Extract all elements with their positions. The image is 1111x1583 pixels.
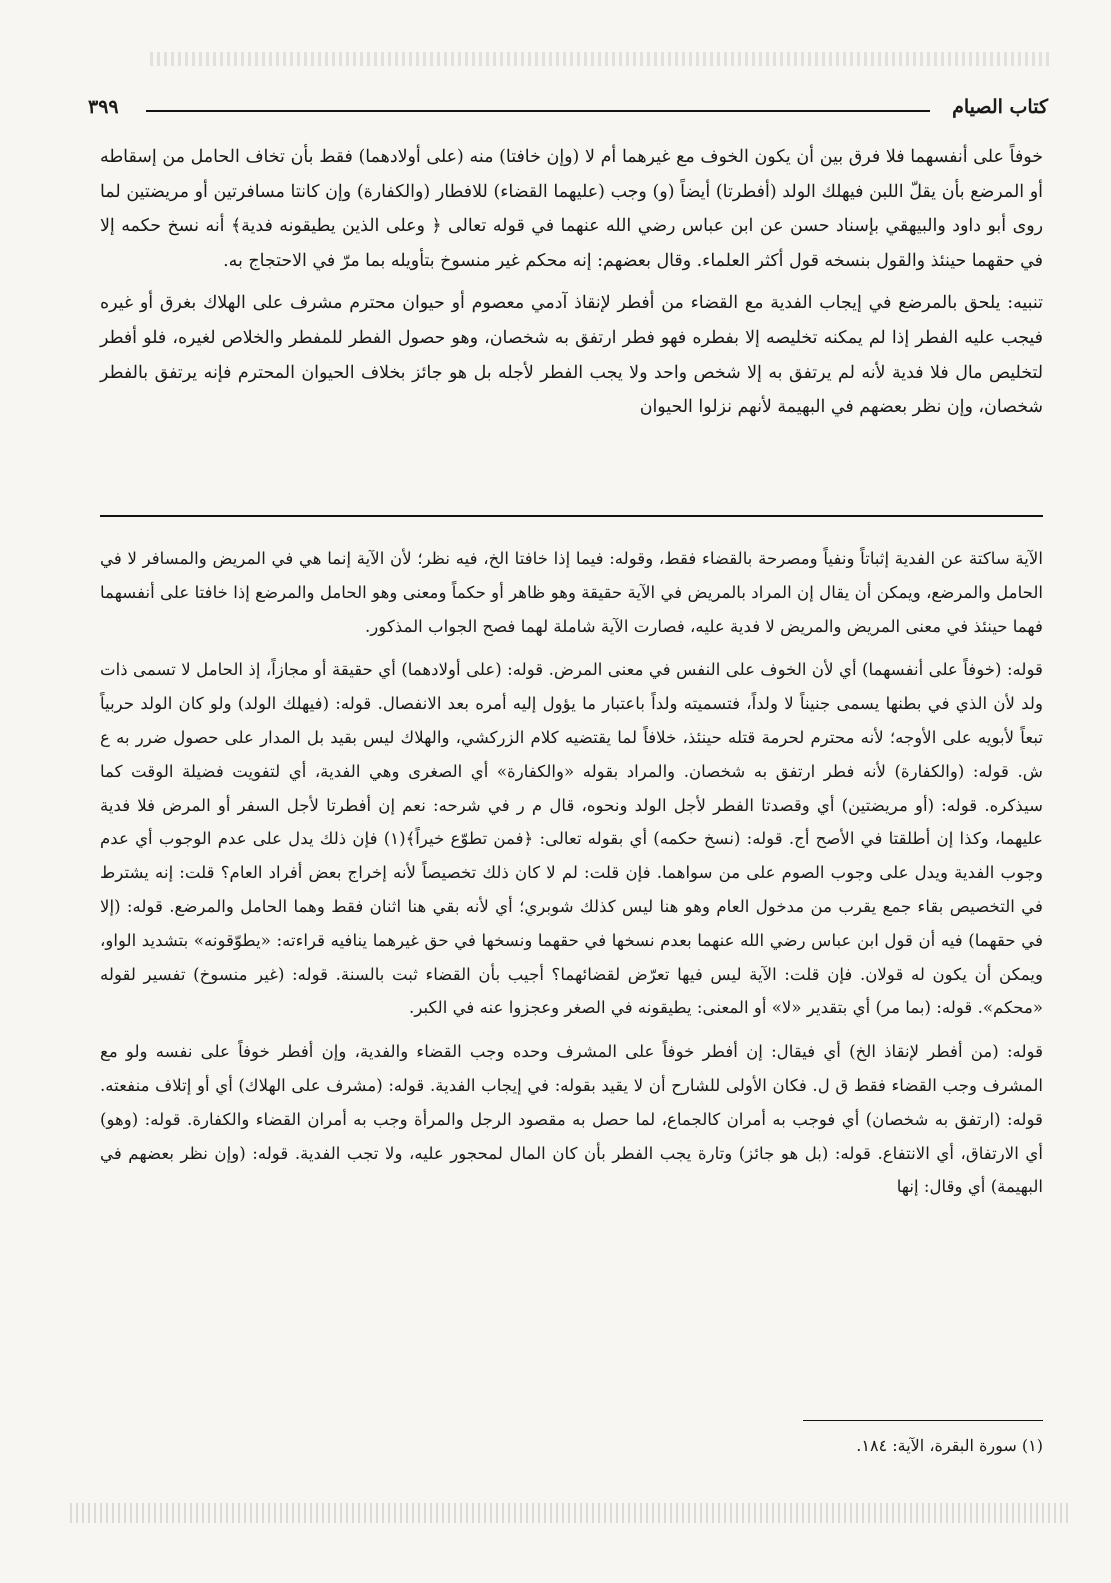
commentary-text — [100, 542, 1043, 1204]
commentary-paragraph: قوله: (خوفاً على أنفسهما) أي لأن الخوف على النفس في معنى المرض. قوله: (على أولادهما) أي حقيقة أو مجازاً، إذ الحامل لا تسمى ذات ولد لأن الذي في بطنها يسمى جنيناً لا ولداً، فتسميته ولداً باعتبار ما يؤول إليه أمره بعد الانفصال. قوله: (فيهلك الولد) ولو كان الولد حربياً تبعاً لأبويه على الأوجه؛ لأنه محترم لحرمة قتله حينئذ، خلافاً لما يقتضيه كلام الزركشي، والهلاك ليس بقيد بل المدار على حصول ضرر به ع ش. قوله: (والكفارة) لأنه فطر ارتفق به شخصان. والمراد بقوله «والكفارة» أي الصغرى وهي الفدية، أي لتفويت فضيلة الوقت كما سيذكره. قوله: (أو مريضتين) أي وقصدتا الفطر لأجل الولد ونحوه، قال م ر في شرحه: نعم إن أفطرتا لأجل السفر أو المرض فلا فدية عليهما، وكذا إن أطلقتا في الأصح أج. قوله: (نسخ حكمه) أي بقوله تعالى: ﴿فمن تطوّع خيراً﴾(١) فإن ذلك يدل على عدم الوجوب أي عدم وجوب الفدية ويدل على وجوب الصوم على من سواهما. فإن قلت: لم لا كان ذلك تخصيصاً لأنه إخراج بعض أفراد العام؟ قلت: إنه يشترط في التخصيص بقاء جمع يقرب من مدخول العام وهو هنا ليس كذلك شوبري؛ أي لأنه بقي هنا اثنان فقط وهما الحامل والمرضع. قوله: (إلا في حقهما) فيه أن قول ابن عباس رضي الله عنهما بعدم نسخها في حقهما ونسخها في حق غيرهما ينافيه قراءته: «يطوّقونه» بتشديد الواو، ويمكن أن يكون له قولان. فإن قلت: الآية ليس فيها تعرّض لقضائهما؟ أجيب بأن القضاء ثبت بالسنة. قوله: (غير منسوخ) تفسير لقوله «محكم». قوله: (بما مر) أي بتقدير «لا» أو المعنى: يطيقونه في الصغر وعجزوا عنه في الكبر. — [100, 660, 1043, 1018]
book-title: كتاب الصيام — [952, 96, 1048, 118]
main-paragraph: خوفاً على أنفسهما فلا فرق بين أن يكون الخوف مع غيرهما أم لا (وإن خافتا) منه (على أولادهما) فقط بأن تخاف الحامل من إسقاطه أو المرضع بأن يقلّ اللبن فيهلك الولد (أفطرتا) أيضاً (و) وجب (عليهما القضاء) للافطار (والكفارة) وإن كانتا مسافرتين أو مريضتين لما روى أبو داود والبيهقي بإسناد حسن عن ابن عباس رضي الله عنهما في قوله تعالى ﴿ وعلى الذين يطيقونه فدية﴾ أنه نسخ حكمه إلا في حقهما حينئذ والقول بنسخه قول أكثر العلماء. وقال بعضهم: إنه محكم غير منسوخ بتأويله بما مرّ في الاحتجاج به. — [100, 147, 1043, 271]
main-text — [100, 140, 1043, 425]
footnote-rule — [803, 1420, 1043, 1421]
page-number: ٣٩٩ — [88, 96, 119, 118]
running-header — [88, 92, 1048, 126]
commentary-paragraph: الآية ساكتة عن الفدية إثباتاً ونفياً ومصرحة بالقضاء فقط، وقوله: فيما إذا خافتا الخ، فيه نظر؛ لأن الآية إنما هي في المريض والمسافر لا في الحامل والمرضع، ويمكن أن يقال إن المراد بالمريض في الآية حقيقة وهو ظاهر أو حكماً ومعنى وهو الحامل والمرضع إذا خافتا على أنفسهما فهما حينئذ في معنى المريض والمريض لا فدية عليه، فصارت الآية شاملة لهما فصح الجواب المذكور. — [100, 549, 1043, 636]
footnote: (١) سورة البقرة، الآية: ١٨٤. — [856, 1436, 1043, 1455]
header-rule — [146, 110, 930, 112]
commentary-separator — [100, 515, 1043, 517]
commentary-paragraph: قوله: (من أفطر لإنقاذ الخ) أي فيقال: إن أفطر خوفاً على المشرف وحده وجب القضاء والفدية، وإن أفطر خوفاً على نفسه ولو مع المشرف وجب القضاء فقط ق ل. فكان الأولى للشارح أن لا يقيد بقوله: في إيجاب الفدية. قوله: (مشرف على الهلاك) أي أو إتلاف منفعته. قوله: (ارتفق به شخصان) أي فوجب به أمران كالجماع، لما حصل به مقصود الرجل والمرأة وجب به أمران القضاء والكفارة. قوله: (وهو) أي الارتفاق، أي الانتفاع. قوله: (بل هو جائز) وتارة يجب الفطر بأن كان المال لمحجور عليه، ولا تجب الفدية. قوله: (وإن نظر بعضهم في البهيمة) أي وقال: إنها — [100, 1042, 1043, 1197]
main-paragraph-note: تنبيه: يلحق بالمرضع في إيجاب الفدية مع القضاء من أفطر لإنقاذ آدمي معصوم أو حيوان محترم مشرف على الهلاك بغرق أو غيره فيجب عليه الفطر إذا لم يمكنه تخليصه إلا بفطره فهو فطر ارتفق به شخصان، وهو حصول الفطر للمفطر والخلاص لغيره، فلو أفطر لتخليص مال فلا فدية لأنه لم يرتفق به إلا شخص واحد ولا يجب الفطر لأجله بل هو جائز بخلاف الحيوان المحترم فإنه يرتفق بالفطر شخصان، وإن نظر بعضهم في البهيمة لأنهم نزلوا الحيوان — [100, 293, 1043, 418]
scan-artifact-bottom — [70, 1503, 1070, 1523]
scan-artifact-top — [150, 52, 1050, 66]
